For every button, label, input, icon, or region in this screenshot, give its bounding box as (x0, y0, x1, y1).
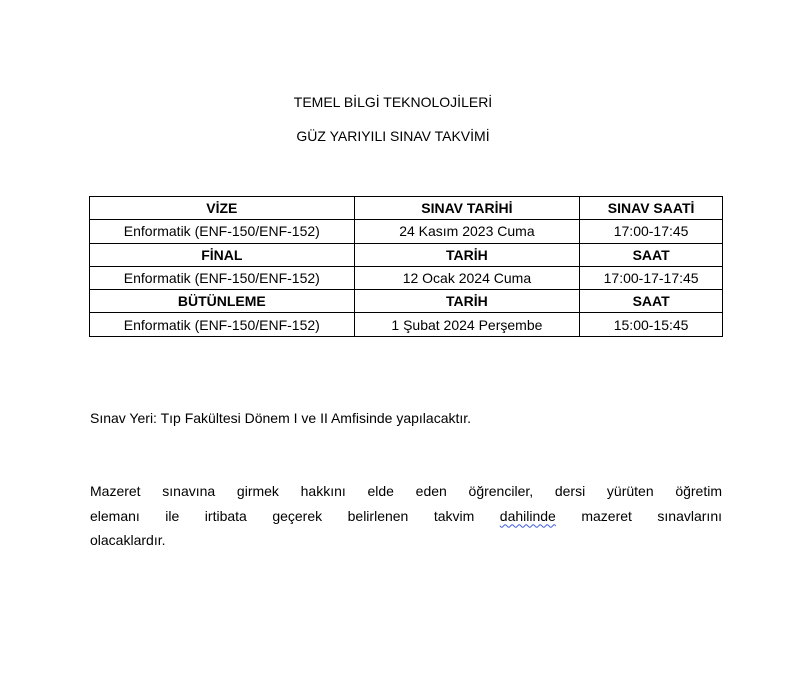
table-row (90, 313, 723, 336)
note-line: olacaklardır. (90, 532, 166, 548)
table-cell: 15:00-15:45 (580, 313, 723, 336)
document-subtitle: GÜZ YARIYILI SINAV TAKVİMİ (296, 128, 490, 144)
header-cell: BÜTÜNLEME (90, 290, 355, 313)
table-cell: 1 Şubat 2024 Perşembe (354, 313, 580, 336)
header-cell: SAAT (580, 243, 723, 266)
note-text: elemanı ile irtibata geçerek belirlenen takvim (90, 507, 500, 524)
spellcheck-flagged-word[interactable]: dahilinde (499, 507, 556, 524)
table-cell: 24 Kasım 2023 Cuma (354, 220, 580, 243)
note-text: mazeret sınavlarını (555, 507, 722, 524)
header-cell: VİZE (90, 197, 355, 220)
table-cell: 17:00-17:45 (580, 220, 723, 243)
header-cell: TARİH (354, 290, 580, 313)
table-cell: 12 Ocak 2024 Cuma (354, 266, 580, 289)
header-cell: SAAT (580, 290, 723, 313)
header-cell: SINAV TARİHİ (354, 197, 580, 220)
table-row (90, 266, 723, 289)
exam-location-text: Sınav Yeri: Tıp Fakültesi Dönem I ve II Amfisinde yapılacaktır. (90, 410, 472, 426)
header-cell: TARİH (354, 243, 580, 266)
exam-schedule-table (89, 196, 723, 337)
header-cell: SINAV SAATİ (580, 197, 723, 220)
table-cell: 17:00-17-17:45 (580, 266, 723, 289)
table-header-row (90, 243, 723, 266)
note-line: Mazeret sınavına girmek hakkını elde eden öğrenciler, dersi yürüten öğretim (90, 483, 722, 499)
table-row (90, 220, 723, 243)
table-cell: Enformatik (ENF-150/ENF-152) (90, 313, 355, 336)
table-header-row (90, 197, 723, 220)
table-header-row (90, 290, 723, 313)
table-cell: Enformatik (ENF-150/ENF-152) (90, 266, 355, 289)
table-cell: Enformatik (ENF-150/ENF-152) (90, 220, 355, 243)
note-line (90, 506, 722, 531)
document-title: TEMEL BİLGİ TEKNOLOJİLERİ (293, 94, 493, 110)
makeup-exam-note (90, 481, 722, 555)
header-cell: FİNAL (90, 243, 355, 266)
